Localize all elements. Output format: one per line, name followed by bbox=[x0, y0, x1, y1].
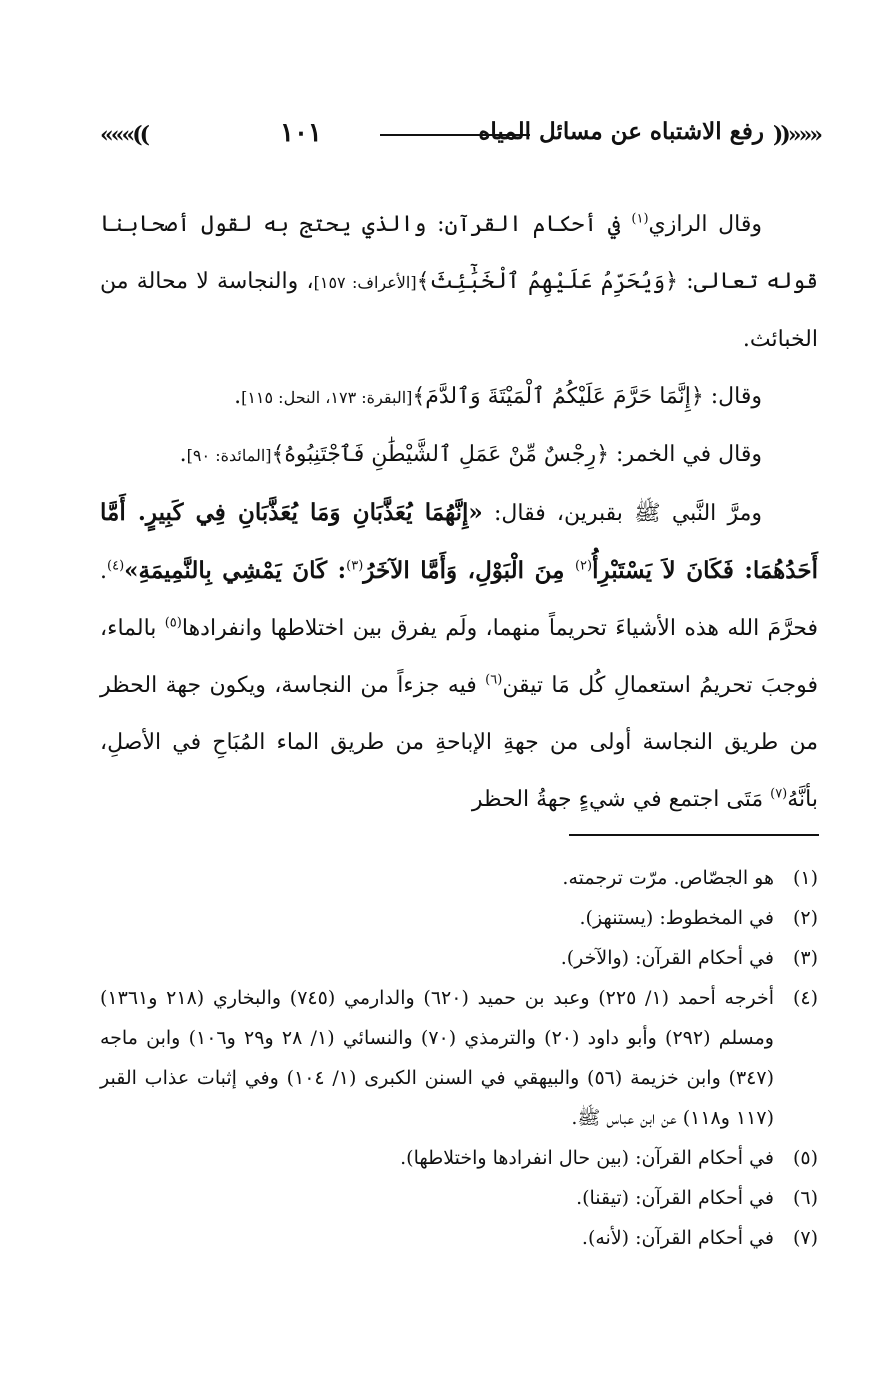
footnote-marker-3: (٣) bbox=[346, 558, 364, 574]
paragraph-razi: وقال الرازي$^{(١)}$ في أحكام القرآن: والذي يحتج به لقول أصحابنا قوله تعالى: ﴿وَيُحَرِّمُ عَلَيْهِمُ ٱلْخَبَٰٓئِثَ﴾[الأعراف: ١٥٧]، والنجاسة لا محالة من الخبائث. bbox=[100, 211, 818, 352]
verse-reference: [المائدة: ٩٠] bbox=[186, 446, 272, 465]
footnote-marker-2: (٢) bbox=[574, 558, 593, 574]
page-number: ١٠١ bbox=[280, 118, 322, 148]
paragraph-verse-2: وقال: ﴿إِنَّمَا حَرَّمَ عَلَيْكُمُ ٱلْمَيْتَةَ وَٱلدَّمَ﴾[البقرة: ١٧٣، النحل: ١١٥]. bbox=[234, 384, 762, 409]
footnote-item: (٥) في أحكام القرآن: (بين حال انفرادها واختلاطها). bbox=[400, 1147, 818, 1169]
main-text bbox=[100, 196, 818, 828]
footnote-item: (٧) في أحكام القرآن: (لأنه). bbox=[581, 1227, 818, 1249]
footnote-marker-4: (٤) bbox=[107, 558, 125, 574]
quran-verse: ﴿إِنَّمَا حَرَّمَ عَلَيْكُمُ ٱلْمَيْتَةَ وَٱلدَّمَ﴾ bbox=[412, 384, 704, 409]
quran-verse: ﴿رِجْسٌ مِّنْ عَمَلِ ٱلشَّيْطَٰنِ فَٱجْتَنِبُوهُ﴾ bbox=[271, 442, 610, 467]
header-ornament-right: ))»»» bbox=[772, 122, 820, 148]
footnote-item: (٣) في أحكام القرآن: (والآخر). bbox=[560, 947, 818, 969]
hadith-text: «إِنَّهُمَا يُعَذَّبَانِ وَمَا يُعَذَّبَانِ فِي كَبِيرٍ. أَمَّا أَحَدُهُمَا: فَكَانَ لاَ يَسْتَبْرِأُ bbox=[100, 499, 818, 584]
paragraph-hadith: ومرَّ النَّبي ﷺ بقبرين، فقال: «إِنَّهُمَا يُعَذَّبَانِ وَمَا يُعَذَّبَانِ فِي كَبِيرٍ. أَمَّا أَحَدُهُمَا: فَكَانَ لاَ يَسْتَبْرِأُ$^{(٢)}$ مِنَ الْبَوْلِ، وَأَمَّا الآخَرُ$^{(٣)}$: كَانَ يَمْشِي بِالنَّمِيمَةِ»$^{(٤)}$. فحرَّمَ الله هذه الأشياءَ تحريماً منهما، ولَم يفرق بين اختلاطها وانفرادها$^{(٥)}$ بالماء، فوجبَ تحريمُ استعمالِ كُل مَا تيقن$^{(٦)}$ فيه جزءاً من النجاسة، ويكون جهة الحظر من طريق النجاسة أولى من جهةِ الإباحةِ من طريق الماء المُبَاحِ في الأصلِ، بأنَّهُ$^{(٧)}$ مَتَى اجتمع في شيءٍ جهةُ الحظر bbox=[100, 499, 819, 812]
footnote-item: (١) هو الجصّاص. مرّت ترجمته. bbox=[562, 867, 818, 889]
footnote-separator bbox=[569, 834, 819, 836]
header-ornament-left: «««(( bbox=[100, 122, 148, 148]
footnote-marker-7: (٧) bbox=[770, 786, 788, 802]
running-title: رفع الاشتباه عن مسائل المياه bbox=[478, 118, 764, 145]
quran-verse: ﴿وَيُحَرِّمُ عَلَيْهِمُ ٱلْخَبَٰٓئِثَ﴾ bbox=[416, 269, 679, 294]
footnote-item: (٦) في أحكام القرآن: (تيقنا). bbox=[576, 1187, 818, 1209]
footnote-marker-5: (٥) bbox=[164, 615, 182, 631]
footnote-item: (٢) في المخطوط: (يستنهز). bbox=[579, 907, 818, 929]
paragraph-verse-3: وقال في الخمر: ﴿رِجْسٌ مِّنْ عَمَلِ ٱلشَّيْطَٰنِ فَٱجْتَنِبُوهُ﴾[المائدة: ٩٠]. bbox=[179, 442, 762, 467]
footnote-marker-6: (٦) bbox=[485, 672, 503, 688]
footnotes bbox=[100, 858, 818, 1258]
verse-reference: [الأعراف: ١٥٧] bbox=[313, 273, 417, 292]
footnote-item: (٤) أخرجه أحمد (١/ ٢٢٥) وعبد بن حميد (٦٢٠) والدارمي (٧٤٥) والبخاري (٢١٨ و١٣٦١) ومسلم (٢٩٢) وأبو داود (٢٠) والترمذي (٧٠) والنسائي (١/ ٢٨ و٢٩ و١٠٦) وابن ماجه (٣٤٧) وابن خزيمة (٥٦) والبيهقي في السنن الكبرى (١/ ١٠٤) وفي إثبات عذاب القبر (١١٧ و١١٨) عن ابن عباس ﷺ. bbox=[100, 987, 818, 1129]
running-header bbox=[100, 112, 820, 156]
footnote-marker-1: (١) bbox=[631, 211, 649, 227]
verse-reference: [البقرة: ١٧٣، النحل: ١١٥] bbox=[241, 388, 413, 407]
